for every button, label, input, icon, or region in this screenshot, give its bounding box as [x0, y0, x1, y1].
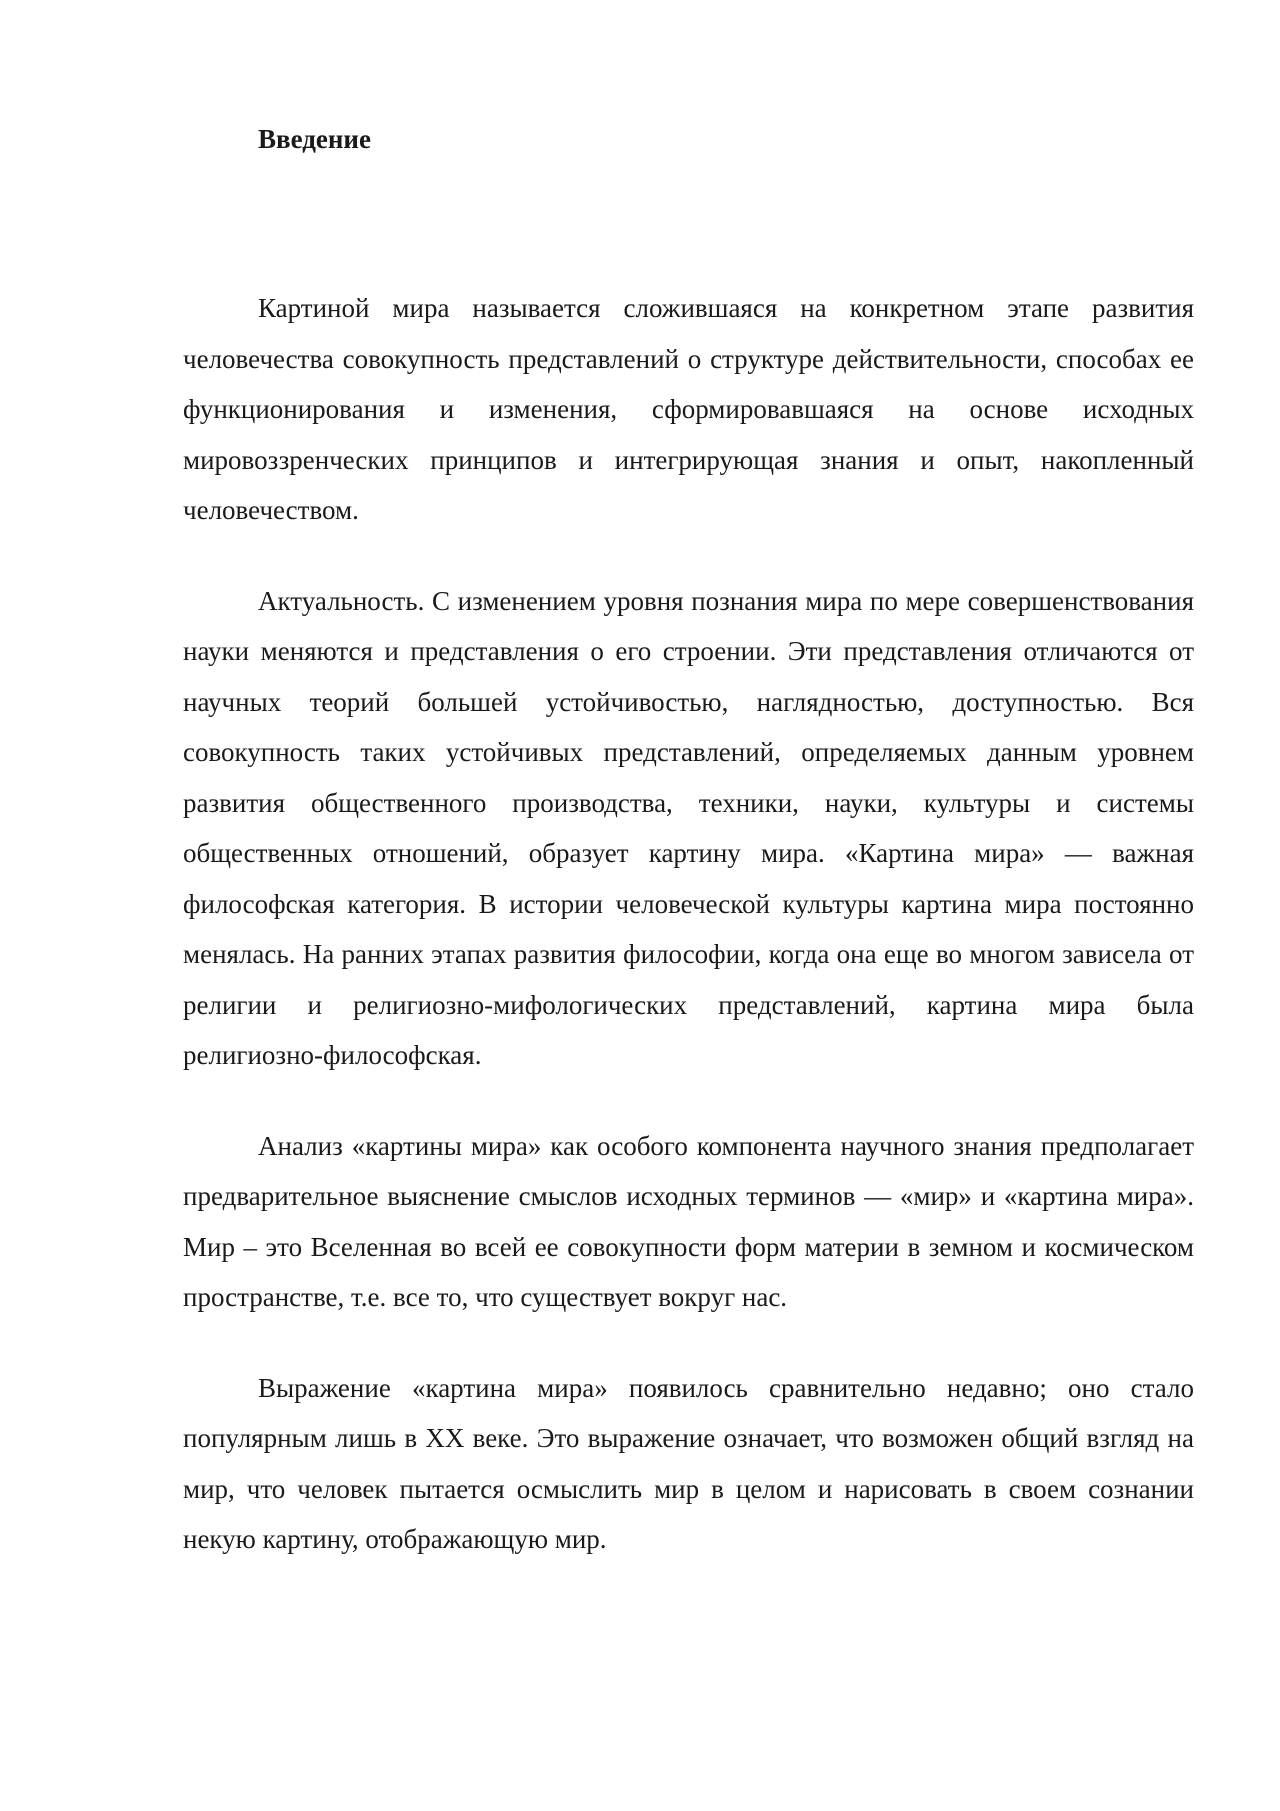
- page-title: Введение: [258, 124, 371, 154]
- paragraph-analysis: Анализ «картины мира» как особого компонента научного знания предполагает предварительное выяснение смыслов исходных терминов — «мир» и «картина мира». Мир – это Вселенная во всей ее совокупности форм материи в земном и космическом пространстве, т.е. все то, что существует вокруг нас.: [183, 1130, 1194, 1312]
- paragraph-expression: Выражение «картина мира» появилось сравнительно недавно; оно стало популярным лишь в XX веке. Это выражение означает, что возможен общий взгляд на мир, что человек пытается осмыслить мир в целом и нарисовать в своем сознании некую картину, отображающую мир.: [183, 1372, 1194, 1554]
- paragraph-relevance: Актуальность. С изменением уровня познания мира по мере совершенствования науки меняются и представления о его строении. Эти представления отличаются от научных теорий большей устойчивостью, наглядностью, доступностью. Вся совокупность таких устойчивых представлений, определяемых данным уровнем развития общественного производства, техники, науки, культуры и системы общественных отношений, образует картину мира. «Картина мира» — важная философская категория. В истории человеческой культуры картина мира постоянно менялась. На ранних этапах развития философии, когда она еще во многом зависела от религии и религиозно-мифологических представлений, картина мира была религиозно-философская.: [183, 585, 1194, 1070]
- paragraph-intro: Картиной мира называется сложившаяся на конкретном этапе развития человечества совокупность представлений о структуре действительности, способах ее функционирования и изменения, сформировавшаяся на основе исходных мировоззренческих принципов и интегрирующая знания и опыт, накопленный человечеством.: [183, 293, 1194, 525]
- document-body: [183, 283, 1194, 1605]
